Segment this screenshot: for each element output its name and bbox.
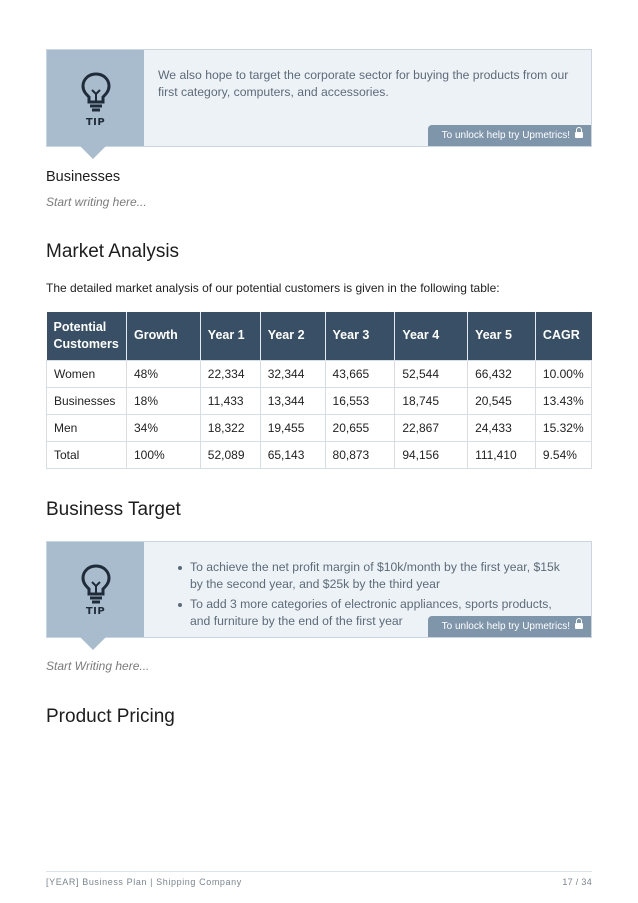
table-cell: 48% <box>126 360 200 387</box>
table-cell: 19,455 <box>260 414 325 441</box>
table-cell: 11,433 <box>200 387 260 414</box>
table-cell: 34% <box>126 414 200 441</box>
tip-label: TIP <box>85 117 106 128</box>
lock-icon <box>575 130 583 139</box>
table-cell: 94,156 <box>395 441 468 468</box>
table-cell: 66,432 <box>468 360 536 387</box>
unlock-help-button[interactable] <box>428 616 591 637</box>
table-cell: 80,873 <box>325 441 395 468</box>
table-cell: 43,665 <box>325 360 395 387</box>
table-cell: 13.43% <box>535 387 591 414</box>
table-cell: 52,544 <box>395 360 468 387</box>
table-cell: 20,655 <box>325 414 395 441</box>
table-cell: 32,344 <box>260 360 325 387</box>
table-cell: 15.32% <box>535 414 591 441</box>
business-target-heading: Business Target <box>46 499 181 520</box>
table-row <box>47 441 592 468</box>
tip-label: TIP <box>85 606 106 617</box>
header-cell: Potential Customers <box>47 312 127 360</box>
tip-box <box>46 541 592 638</box>
table-cell: 13,344 <box>260 387 325 414</box>
market-analysis-intro: The detailed market analysis of our potential customers is given in the following table: <box>46 281 500 295</box>
table-cell: 111,410 <box>468 441 536 468</box>
table-cell: 20,545 <box>468 387 536 414</box>
tip-pointer <box>80 146 106 159</box>
market-analysis-table <box>46 312 592 469</box>
list-item: To add 3 more categories of electronic appliances, sports products, and furniture by the end of the first year <box>176 596 573 630</box>
table-cell: 18,322 <box>200 414 260 441</box>
table-cell: 18,745 <box>395 387 468 414</box>
table-cell: 22,867 <box>395 414 468 441</box>
table-cell: 9.54% <box>535 441 591 468</box>
header-cell: Year 3 <box>325 312 395 360</box>
table-cell: 10.00% <box>535 360 591 387</box>
business-target-placeholder[interactable]: Start Writing here... <box>46 659 150 673</box>
header-cell: Year 2 <box>260 312 325 360</box>
tip-text: We also hope to target the corporate sector for buying the products from our first category, computers, and accessories. <box>158 68 569 99</box>
lock-icon <box>575 621 583 630</box>
table-cell: 18% <box>126 387 200 414</box>
unlock-help-label: To unlock help try Upmetrics! <box>441 130 570 141</box>
table-cell: 16,553 <box>325 387 395 414</box>
market-analysis-heading: Market Analysis <box>46 241 180 262</box>
tip-pointer <box>80 637 106 650</box>
header-cell: Growth <box>126 312 200 360</box>
header-cell: Year 1 <box>200 312 260 360</box>
table-cell: 22,334 <box>200 360 260 387</box>
table-cell: Total <box>47 441 127 468</box>
table-cell: Businesses <box>47 387 127 414</box>
table-row <box>47 360 592 387</box>
table-cell: Women <box>47 360 127 387</box>
table-cell: 24,433 <box>468 414 536 441</box>
list-item: To achieve the net profit margin of $10k/month by the first year, $15k by the second year, and $25k by the third year <box>176 559 573 593</box>
header-cell: Year 4 <box>395 312 468 360</box>
tip-sidebar <box>47 50 144 146</box>
footer-page-number: 17 / 34 <box>562 877 592 887</box>
businesses-heading: Businesses <box>46 169 121 185</box>
lightbulb-icon <box>81 564 111 604</box>
unlock-help-label: To unlock help try Upmetrics! <box>441 621 570 632</box>
footer-divider <box>46 871 592 872</box>
table-cell: 65,143 <box>260 441 325 468</box>
header-cell: Year 5 <box>468 312 536 360</box>
businesses-placeholder[interactable]: Start writing here... <box>46 195 147 209</box>
table-header-row <box>47 312 592 360</box>
table-cell: 52,089 <box>200 441 260 468</box>
table-cell: 100% <box>126 441 200 468</box>
header-cell: CAGR <box>535 312 591 360</box>
footer-document-title: [YEAR] Business Plan | Shipping Company <box>46 877 242 887</box>
table-cell: Men <box>47 414 127 441</box>
table-row <box>47 387 592 414</box>
unlock-help-button[interactable] <box>428 125 591 146</box>
table-row <box>47 414 592 441</box>
product-pricing-heading: Product Pricing <box>46 706 175 727</box>
tip-sidebar <box>47 542 144 637</box>
tip-box <box>46 49 592 147</box>
lightbulb-icon <box>81 72 111 112</box>
